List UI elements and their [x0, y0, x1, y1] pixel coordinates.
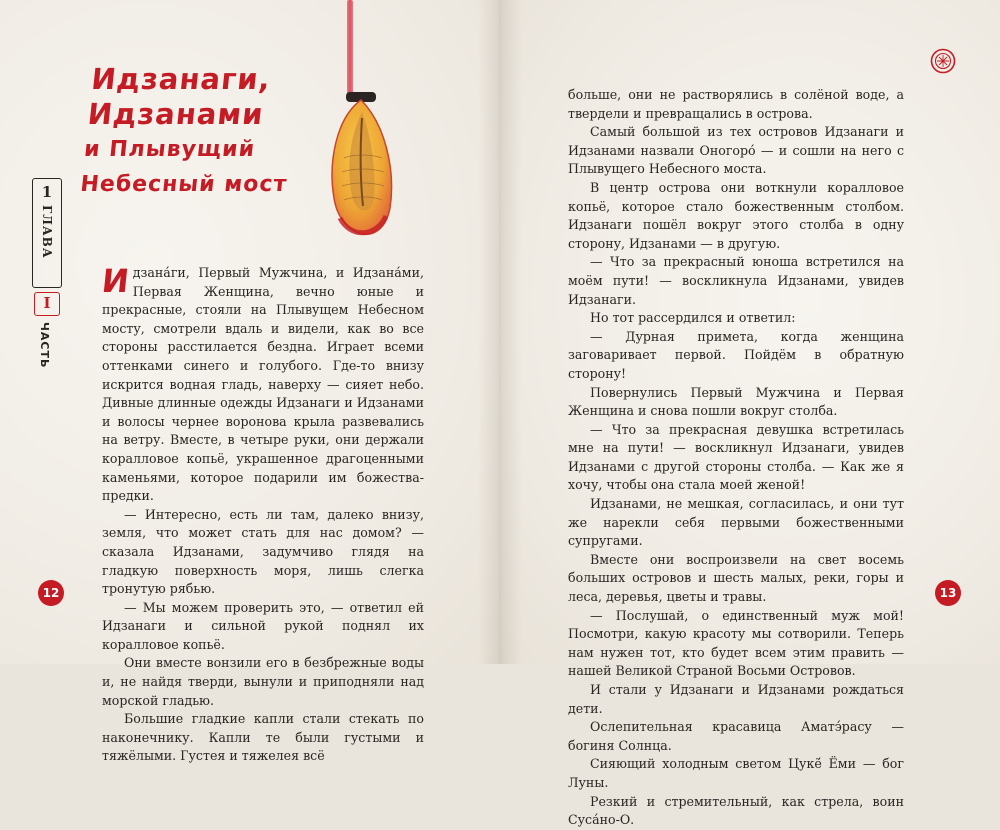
- title-line-4: Небесный мост: [79, 172, 289, 197]
- paragraph: Самый большой из тех островов Идзанаги и Идзанами назвали Оногоро́ — и сошли на него с Плывущего Небесного моста.: [568, 124, 904, 177]
- paragraph: — Интересно, есть ли там, далеко внизу, земля, что может стать для нас домом? — сказала Идзанами, задумчиво глядя на гладкую поверхность моря, лишь слегка тронутую рябью.: [102, 506, 424, 597]
- page-number-left: 12: [38, 580, 64, 606]
- left-page: [0, 0, 500, 764]
- paragraph: В центр острова они воткнули коралловое копьё, которое стало божественным столбом. Идзанаги пошёл вокруг этого столба в одну сторону, Идзанами — в другую.: [568, 179, 904, 251]
- pendant-cord: [347, 0, 353, 100]
- paragraph: — Мы можем проверить это, — ответил ей Идзанаги и сильной рукой поднял их коралловое копьё.: [102, 599, 424, 652]
- paragraph: Резкий и стремительный, как стрела, воин Суса́но-О.: [568, 793, 904, 828]
- paragraph: — Что за прекрасный юноша встретился на моём пути! — воскликнула Идзанами, увидев Идзанаги.: [568, 254, 904, 307]
- paragraph: Ослепительная красавица Аматэ́расу — богиня Солнца.: [568, 719, 904, 753]
- paragraph: Сияющий холодным светом Цукё́ Ёми — бог Луны.: [568, 756, 904, 790]
- title-line-1: Идзанаги,: [89, 62, 273, 96]
- paragraph: Идзанами, не мешкая, согласилась, и они тут же нарекли себя первыми божественными супругами.: [568, 496, 904, 549]
- part-label: ЧАСТЬ: [38, 322, 51, 369]
- chapter-number: 1: [41, 183, 53, 201]
- paragraph: — Дурная примета, когда женщина заговаривает первой. Пойдём в обратную сторону!: [568, 328, 904, 381]
- paragraph: больше, они не растворялись в солёной воде, а твердели и превращались в острова.: [568, 87, 904, 121]
- right-page: [500, 0, 1000, 828]
- right-page-text: [568, 86, 904, 830]
- paragraph: Но тот рассердился и ответил:: [590, 310, 796, 326]
- paragraph: Они вместе вонзили его в безбрежные воды и, не найдя тверди, вынули и приподняли над морской гладью.: [102, 655, 424, 708]
- title-line-3: и Плывущий: [82, 137, 257, 162]
- paragraph: Повернулись Первый Мужчина и Первая Женщина и снова пошли вокруг столба.: [568, 384, 904, 419]
- paragraph: — Что за прекрасная девушка встретилась мне на пути! — воскликнул Идзанаги, увидев Идзанами с другой стороны столба. — Как же я хочу, чтобы она стала моей женой!: [568, 421, 904, 493]
- seal-icon: [930, 48, 956, 74]
- page-number-right: 13: [935, 580, 961, 606]
- chapter-label: ГЛАВА: [40, 205, 54, 259]
- chapter-marker: [32, 178, 62, 288]
- paragraph: — Послушай, о единственный муж мой! Посмотри, какую красоту мы сотворили. Теперь нам нужен тот, кто будет всем этим править — нашей Великой Страной Восьми Островов.: [568, 607, 904, 679]
- left-page-text: [102, 264, 424, 766]
- paragraph: И стали у Идзанаги и Идзанами рождаться дети.: [568, 682, 904, 716]
- drop-cap: И: [100, 262, 131, 300]
- book-gutter: [478, 0, 522, 664]
- paragraph: Идзана́ги, Первый Мужчина, и Идзана́ми, Первая Женщина, вечно юные и прекрасные, стояли на Плывущем Небесном мосту, смотрели вдаль и видели, как во все стороны расстилается бездна. Играет всеми оттенками синего и голубого. Где-то внизу искрится водная гладь, наверху — сияет небо. Дивные длинные одежды Идзанаги и Идзанами и волосы чернее воронова крыла развевались на ветру. Вместе, в четыре руки, они держали коралловое копьё, украшенное драгоценными каменьями, которое подарили им божества-предки.: [100, 262, 424, 504]
- chapter-title: [79, 62, 344, 202]
- paragraph: Большие гладкие капли стали стекать по наконечнику. Капли те были густыми и тяжёлыми. Густея и тяжелея всё: [102, 711, 424, 764]
- part-number-badge: I: [34, 292, 60, 316]
- title-line-2: Идзанами: [86, 97, 266, 131]
- paragraph: Вместе они воспроизвели на свет восемь больших островов и шесть малых, реки, горы и леса, деревья, цветы и травы.: [568, 551, 904, 605]
